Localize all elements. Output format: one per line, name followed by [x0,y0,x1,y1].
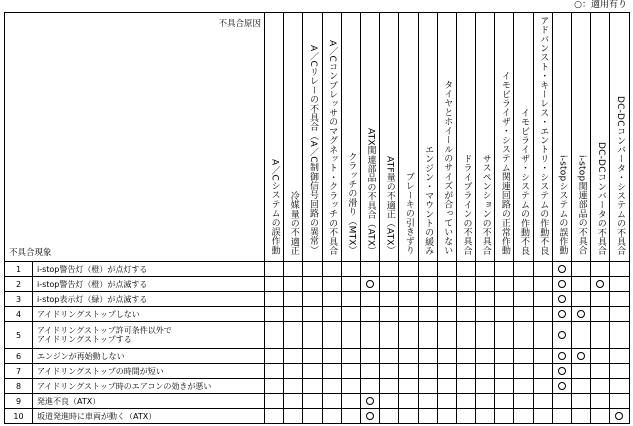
matrix-cell [437,322,456,349]
matrix-cell [495,349,514,364]
matrix-cell [533,322,552,349]
matrix-cell [360,277,379,292]
matrix-cell [610,292,629,307]
matrix-cell [476,379,495,394]
cause-column-header [552,13,571,262]
matrix-cell [456,394,475,409]
matrix-cell [437,307,456,322]
matrix-cell [572,349,591,364]
row-number: 9 [5,394,33,409]
matrix-cell [322,349,341,364]
matrix-cell [380,292,399,307]
matrix-cell [322,307,341,322]
matrix-cell [399,292,418,307]
row-number: 2 [5,277,33,292]
matrix-cell [572,364,591,379]
matrix-cell [572,277,591,292]
matrix-cell [610,349,629,364]
matrix-cell [360,349,379,364]
matrix-cell [303,277,322,292]
matrix-cell [495,364,514,379]
symptom-row [5,409,630,424]
applicable-circle-icon [596,280,604,288]
symptom-row [5,349,630,364]
matrix-cell [437,349,456,364]
matrix-cell [322,262,341,277]
matrix-cell [265,394,284,409]
matrix-cell [514,409,533,424]
matrix-cell [495,409,514,424]
cause-column-header [265,13,284,262]
cause-column-header [610,13,629,262]
matrix-cell [303,364,322,379]
matrix-cell [360,322,379,349]
matrix-cell [303,379,322,394]
matrix-cell [284,364,303,379]
matrix-cell [265,409,284,424]
matrix-cell [360,394,379,409]
matrix-cell [610,394,629,409]
matrix-cell [476,409,495,424]
matrix-cell [284,277,303,292]
matrix-cell [591,292,610,307]
matrix-cell [341,307,360,322]
matrix-cell [322,322,341,349]
matrix-cell [514,349,533,364]
matrix-cell [265,262,284,277]
matrix-cell [514,262,533,277]
matrix-cell [303,394,322,409]
symptom-text: エンジンが再始動しない [33,349,265,364]
matrix-cell [418,349,437,364]
matrix-cell [476,307,495,322]
cause-column-header [533,13,552,262]
symptom-row [5,307,630,322]
cause-column-header [418,13,437,262]
applicable-circle-icon [558,382,566,390]
matrix-cell [533,307,552,322]
matrix-cell [418,277,437,292]
matrix-cell [552,379,571,394]
applicable-circle-icon [366,280,374,288]
symptom-text: i-stop警告灯（橙）が点滅する [33,277,265,292]
matrix-cell [572,322,591,349]
matrix-cell [456,307,475,322]
symptom-text: アイドリングストップの時間が短い [33,364,265,379]
matrix-cell [437,262,456,277]
matrix-cell [591,379,610,394]
matrix-cell [341,292,360,307]
applicable-circle-icon [366,397,374,405]
matrix-cell [437,364,456,379]
cause-label: ブレーキの引きずり [403,172,414,255]
matrix-cell [591,262,610,277]
matrix-cell [591,349,610,364]
matrix-cell [418,322,437,349]
matrix-cell [610,262,629,277]
cause-header: 不具合原因 [218,19,261,29]
matrix-cell [380,307,399,322]
cause-label: i-stopシステムの誤作動 [557,155,568,255]
cause-column-header [322,13,341,262]
matrix-cell [418,262,437,277]
cause-label: DC-DCコンバータ・システムの不具合 [614,95,625,255]
matrix-cell [476,364,495,379]
matrix-cell [533,262,552,277]
cause-column-header [284,13,303,262]
cause-column-header [437,13,456,262]
matrix-cell [495,262,514,277]
cause-column-header [456,13,475,262]
cause-label: ATX関連部品の不具合（ATX） [365,127,376,255]
row-number: 5 [5,322,33,349]
matrix-cell [399,379,418,394]
matrix-cell [380,349,399,364]
matrix-cell [476,394,495,409]
matrix-cell [360,307,379,322]
matrix-cell [572,307,591,322]
matrix-cell [265,364,284,379]
matrix-cell [303,322,322,349]
symptom-row [5,292,630,307]
matrix-cell [341,409,360,424]
cause-column-header [341,13,360,262]
applicable-circle-icon [558,265,566,273]
applicable-circle-icon [558,352,566,360]
matrix-cell [399,322,418,349]
matrix-cell [572,394,591,409]
matrix-cell [610,364,629,379]
matrix-cell [380,364,399,379]
matrix-cell [456,364,475,379]
matrix-cell [341,379,360,394]
symptom-row [5,379,630,394]
matrix-cell [514,364,533,379]
cause-column-header [303,13,322,262]
matrix-cell [610,409,629,424]
matrix-cell [284,379,303,394]
cause-label: ドライブラインの不具合 [461,153,472,255]
matrix-cell [380,322,399,349]
cause-label: エンジン・マウントの緩み [423,144,434,255]
matrix-cell [341,364,360,379]
matrix-cell [437,292,456,307]
cause-label: イモビライザ・システムの作動不良 [519,107,530,255]
matrix-cell [360,292,379,307]
matrix-cell [399,409,418,424]
matrix-cell [514,292,533,307]
matrix-cell [456,409,475,424]
matrix-cell [610,277,629,292]
matrix-cell [495,322,514,349]
symptom-text: アイドリングストップしない [33,307,265,322]
matrix-cell [552,307,571,322]
symptom-header: 不具合現象 [9,248,52,258]
matrix-cell [322,277,341,292]
row-number: 3 [5,292,33,307]
matrix-cell [303,262,322,277]
symptom-text: 坂道発進時に車両が動く（ATX） [33,409,265,424]
matrix-cell [322,292,341,307]
cause-column-header [360,13,379,262]
matrix-cell [591,394,610,409]
matrix-cell [437,379,456,394]
matrix-cell [456,292,475,307]
matrix-cell [533,364,552,379]
matrix-cell [514,322,533,349]
corner-cell [5,13,265,262]
cause-label: A／Cリレーの不具合（A／C制御信号回路の異常） [307,45,318,255]
matrix-cell [380,409,399,424]
matrix-cell [284,322,303,349]
matrix-cell [418,364,437,379]
matrix-cell [399,277,418,292]
matrix-cell [341,277,360,292]
applicable-circle-icon [558,280,566,288]
matrix-cell [322,364,341,379]
symptom-row [5,277,630,292]
matrix-cell [284,349,303,364]
matrix-cell [552,277,571,292]
matrix-cell [552,262,571,277]
cause-label: A／Cコンプレッサのマグネット・クラッチの不具合 [327,39,338,255]
symptom-text: アイドリングストップ許可条件以外で アイドリングストップする [33,322,265,349]
matrix-cell [380,394,399,409]
cause-label: クラッチの滑り（MTX） [346,152,357,255]
symptom-row [5,262,630,277]
matrix-cell [552,394,571,409]
cause-label: i-stop関連部品の不具合 [576,155,587,255]
matrix-cell [399,394,418,409]
matrix-cell [533,277,552,292]
matrix-cell [437,277,456,292]
row-number: 4 [5,307,33,322]
matrix-cell [399,262,418,277]
cause-label: 冷媒量の不適正 [288,190,299,255]
matrix-cell [495,292,514,307]
row-number: 6 [5,349,33,364]
applicable-circle-icon [558,331,566,339]
matrix-cell [265,349,284,364]
matrix-cell [533,379,552,394]
row-number: 8 [5,379,33,394]
matrix-cell [341,262,360,277]
row-number: 1 [5,262,33,277]
matrix-cell [418,379,437,394]
matrix-cell [456,322,475,349]
matrix-cell [533,349,552,364]
matrix-cell [456,277,475,292]
matrix-cell [495,307,514,322]
troubleshooting-matrix [4,12,630,424]
matrix-cell [284,409,303,424]
matrix-cell [514,379,533,394]
matrix-cell [437,409,456,424]
symptom-row [5,394,630,409]
cause-column-header [591,13,610,262]
cause-column-header [495,13,514,262]
matrix-cell [265,322,284,349]
matrix-cell [533,409,552,424]
matrix-cell [552,409,571,424]
matrix-cell [322,379,341,394]
matrix-cell [552,292,571,307]
matrix-cell [533,394,552,409]
matrix-cell [380,277,399,292]
matrix-cell [572,379,591,394]
symptom-text: 発進不良（ATX） [33,394,265,409]
matrix-cell [456,262,475,277]
matrix-cell [610,322,629,349]
matrix-cell [476,262,495,277]
cause-label: DC-DCコンバータの不具合 [595,141,606,255]
matrix-cell [303,292,322,307]
cause-column-header [514,13,533,262]
matrix-cell [495,394,514,409]
cause-label: サスペンションの不具合 [480,153,491,255]
matrix-cell [322,409,341,424]
cause-column-header [572,13,591,262]
symptom-row [5,322,630,349]
cause-label: タイヤとホイールのサイズが合っていない [442,80,453,255]
legend: ○：適用有り [574,0,627,10]
matrix-cell [456,379,475,394]
matrix-cell [265,277,284,292]
cause-column-header [380,13,399,262]
matrix-cell [399,364,418,379]
matrix-cell [610,379,629,394]
matrix-cell [572,409,591,424]
matrix-cell [476,277,495,292]
matrix-cell [418,394,437,409]
cause-label: ATF量の不適正（ATX） [384,156,395,255]
symptom-text: i-stop警告灯（橙）が点灯する [33,262,265,277]
matrix-cell [303,307,322,322]
applicable-circle-icon [577,310,585,318]
matrix-cell [360,379,379,394]
matrix-cell [591,277,610,292]
cause-label: A／Cシステムの誤作動 [269,159,280,255]
matrix-cell [360,262,379,277]
cause-label: アドバンスト・キーレス・エントリ・システムの作動不良 [538,15,549,255]
row-number: 10 [5,409,33,424]
matrix-cell [456,349,475,364]
matrix-cell [322,394,341,409]
matrix-cell [265,292,284,307]
matrix-cell [552,322,571,349]
matrix-cell [591,409,610,424]
matrix-cell [572,292,591,307]
applicable-circle-icon [558,310,566,318]
matrix-cell [495,379,514,394]
matrix-cell [399,307,418,322]
matrix-cell [552,349,571,364]
matrix-cell [284,262,303,277]
matrix-cell [476,322,495,349]
cause-label: イモビライザ・システム関連回路の正常作動 [499,71,510,255]
matrix-cell [399,349,418,364]
cause-column-header [476,13,495,262]
symptom-text: アイドリングストップ時のエアコンの効きが悪い [33,379,265,394]
matrix-cell [341,394,360,409]
matrix-cell [476,349,495,364]
matrix-cell [360,409,379,424]
matrix-cell [284,292,303,307]
applicable-circle-icon [615,412,623,420]
matrix-cell [418,409,437,424]
symptom-row [5,364,630,379]
matrix-cell [514,307,533,322]
matrix-cell [284,394,303,409]
matrix-cell [514,394,533,409]
matrix-cell [284,307,303,322]
row-number: 7 [5,364,33,379]
matrix-cell [533,292,552,307]
matrix-cell [341,322,360,349]
matrix-cell [610,307,629,322]
matrix-cell [552,364,571,379]
header-row [5,13,630,262]
matrix-cell [437,394,456,409]
matrix-cell [418,292,437,307]
matrix-cell [360,364,379,379]
matrix-cell [303,349,322,364]
matrix-cell [265,307,284,322]
matrix-cell [591,322,610,349]
matrix-cell [591,364,610,379]
matrix-cell [265,379,284,394]
matrix-cell [418,307,437,322]
matrix-cell [476,292,495,307]
applicable-circle-icon [558,367,566,375]
applicable-circle-icon [558,295,566,303]
matrix-cell [514,277,533,292]
matrix-cell [303,409,322,424]
matrix-cell [495,277,514,292]
applicable-circle-icon [577,352,585,360]
applicable-circle-icon [366,412,374,420]
matrix-cell [380,379,399,394]
matrix-cell [572,262,591,277]
cause-column-header [399,13,418,262]
matrix-body [5,262,630,424]
matrix-cell [380,262,399,277]
symptom-text: i-stop表示灯（緑）が点滅する [33,292,265,307]
matrix-cell [591,307,610,322]
matrix-cell [341,349,360,364]
